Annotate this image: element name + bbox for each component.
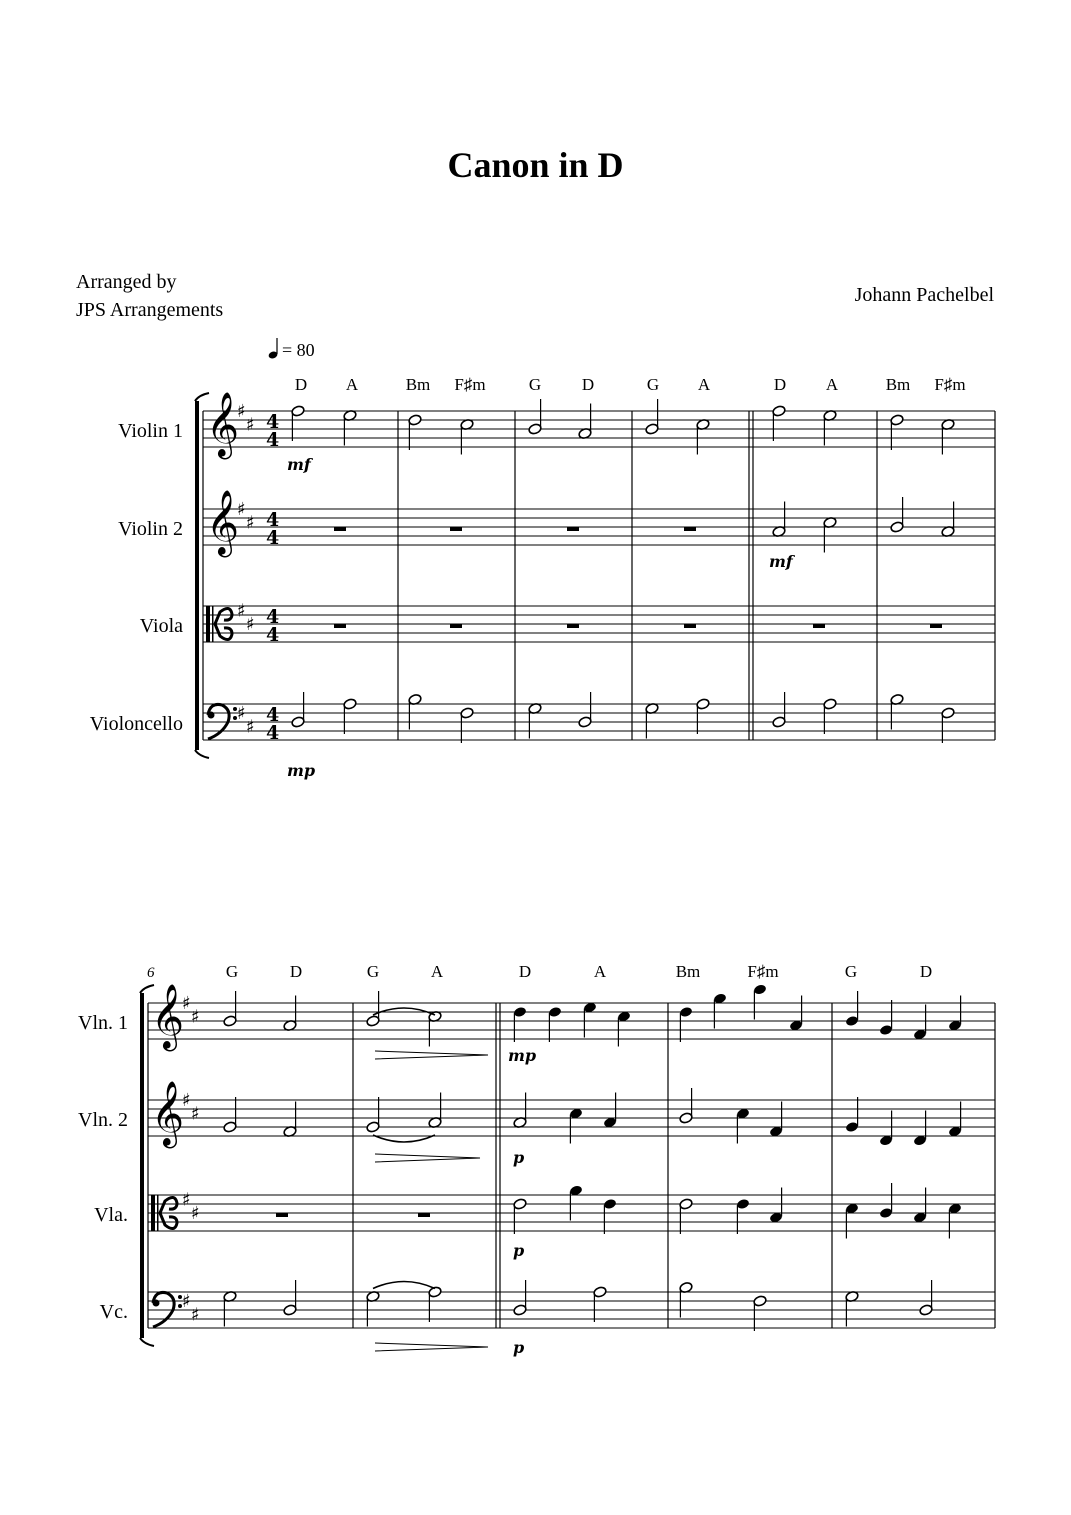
time-signature-top: 4 <box>266 704 280 726</box>
note-head <box>823 698 837 710</box>
chord-symbol: Bm <box>885 375 911 394</box>
system-bracket <box>195 750 209 758</box>
chord-symbol: G <box>225 962 239 981</box>
note-head <box>890 414 904 426</box>
note-head <box>845 1015 859 1027</box>
chord-symbol: F♯m <box>934 375 966 394</box>
arranger-name: JPS Arrangements <box>76 299 224 321</box>
key-signature-sharp: ♯ <box>191 1103 200 1125</box>
note-head <box>603 1198 617 1210</box>
note-head <box>696 698 710 710</box>
time-signature-bottom: 4 <box>266 722 280 744</box>
key-signature-sharp: ♯ <box>182 1090 191 1111</box>
note-head <box>679 1112 693 1124</box>
note-head <box>528 423 542 435</box>
note-head <box>366 1121 380 1133</box>
chord-symbol: D <box>919 962 933 981</box>
note-head <box>291 405 305 417</box>
instrument-name: Vla. <box>94 1204 128 1226</box>
note-head <box>941 707 955 719</box>
time-signature-top: 4 <box>266 509 280 531</box>
key-signature-sharp: ♯ <box>182 1291 191 1312</box>
instrument-name: Violoncello <box>89 713 183 735</box>
note-head <box>645 423 659 435</box>
note-head <box>408 414 422 426</box>
key-signature-sharp: ♯ <box>246 414 255 436</box>
note-head <box>223 1121 237 1133</box>
chord-symbol: D <box>581 375 595 394</box>
key-signature-sharp: ♯ <box>182 993 191 1014</box>
score-title: Canon in D <box>447 145 624 185</box>
key-signature-sharp: ♯ <box>237 703 246 724</box>
note-head <box>593 1286 607 1298</box>
note-head <box>578 716 592 728</box>
key-signature-sharp: ♯ <box>246 614 255 635</box>
whole-rest <box>684 527 696 532</box>
key-signature-sharp: ♯ <box>246 512 255 534</box>
decrescendo-hairpin <box>375 1343 488 1351</box>
key-signature-sharp: ♯ <box>191 1304 200 1326</box>
time-signature-bottom: 4 <box>266 624 280 646</box>
instrument-name: Viola <box>139 615 183 637</box>
key-signature-sharp: ♯ <box>182 1189 191 1211</box>
whole-rest <box>334 624 346 629</box>
chord-symbol: D <box>773 375 787 394</box>
dynamic-marking: mf <box>769 552 793 571</box>
whole-rest <box>418 1213 430 1218</box>
arranger-label: Arranged by <box>76 271 177 293</box>
key-signature-sharp: ♯ <box>191 1006 200 1028</box>
whole-rest <box>567 527 579 532</box>
dynamic-marking: p <box>513 1148 525 1167</box>
instrument-name: Vln. 2 <box>78 1109 128 1131</box>
note-head <box>513 1006 527 1018</box>
chord-symbol: D <box>289 962 303 981</box>
note-head <box>548 1006 562 1018</box>
treble-clef-icon: 𝄞 <box>151 984 185 1049</box>
chord-symbol: A <box>697 375 711 394</box>
note-head <box>753 983 767 995</box>
chord-symbol: F♯m <box>454 375 486 394</box>
whole-rest <box>930 624 942 629</box>
dynamic-marking: p <box>513 1241 525 1260</box>
chord-symbol: G <box>844 962 858 981</box>
instrument-name: Violin 1 <box>118 420 183 442</box>
instrument-name: Vln. 1 <box>78 1012 128 1034</box>
dynamic-marking: mp <box>287 761 316 780</box>
whole-rest <box>684 624 696 629</box>
tempo-marking: = 80 <box>282 340 315 360</box>
treble-clef-icon: 𝄞 <box>206 392 240 457</box>
alto-clef-icon <box>151 1195 155 1231</box>
note-head <box>460 707 474 719</box>
alto-clef-icon <box>206 606 210 642</box>
chord-symbol: G <box>366 962 380 981</box>
chord-symbol: D <box>294 375 308 394</box>
whole-rest <box>450 527 462 532</box>
alto-clef-icon <box>212 606 214 642</box>
note-head <box>879 1024 893 1036</box>
treble-clef-icon: 𝄞 <box>151 1081 185 1146</box>
note-head <box>679 1198 693 1210</box>
treble-clef-icon: 𝄞 <box>206 490 240 555</box>
chord-symbol: A <box>345 375 359 394</box>
chord-symbol: D <box>518 962 532 981</box>
composer-name: Johann Pachelbel <box>854 284 994 306</box>
note-head <box>919 1304 933 1316</box>
bass-clef-icon <box>208 712 215 719</box>
chord-symbol: Bm <box>675 962 701 981</box>
system-bracket <box>140 1338 154 1346</box>
key-signature-sharp: ♯ <box>191 1203 200 1224</box>
chord-symbol: F♯m <box>747 962 779 981</box>
bar-number: 6 <box>147 965 155 981</box>
time-signature-top: 4 <box>266 606 280 628</box>
time-signature-bottom: 4 <box>266 527 280 549</box>
note-head <box>366 1015 380 1027</box>
decrescendo-hairpin <box>375 1154 480 1162</box>
dynamic-marking: p <box>513 1338 525 1357</box>
key-signature-sharp: ♯ <box>237 499 246 520</box>
note-head <box>513 1304 527 1316</box>
note-head <box>845 1121 859 1133</box>
note-head <box>513 1198 527 1210</box>
dynamic-marking: mp <box>508 1046 537 1065</box>
alto-clef-icon <box>157 1195 159 1231</box>
dynamic-marking: mf <box>287 455 311 474</box>
chord-symbol: A <box>825 375 839 394</box>
slur <box>373 1282 435 1289</box>
note-head <box>753 1295 767 1307</box>
note-head <box>343 698 357 710</box>
key-signature-sharp: ♯ <box>237 401 246 422</box>
chord-symbol: G <box>646 375 660 394</box>
bass-clef-icon <box>153 1300 160 1307</box>
chord-symbol: A <box>430 962 444 981</box>
note-head <box>879 1207 893 1219</box>
whole-rest <box>334 527 346 532</box>
whole-rest <box>276 1213 288 1218</box>
note-head <box>223 1015 237 1027</box>
decrescendo-hairpin <box>375 1051 488 1059</box>
whole-rest <box>813 624 825 629</box>
whole-rest <box>567 624 579 629</box>
time-signature-top: 4 <box>266 411 280 433</box>
note-head <box>890 521 904 533</box>
note-head <box>772 716 786 728</box>
key-signature-sharp: ♯ <box>246 716 255 738</box>
whole-rest <box>450 624 462 629</box>
chord-symbol: Bm <box>405 375 431 394</box>
key-signature-sharp: ♯ <box>237 600 246 622</box>
time-signature-bottom: 4 <box>266 429 280 451</box>
note-head <box>736 1198 750 1210</box>
note-head <box>291 716 305 728</box>
chord-symbol: A <box>593 962 607 981</box>
chord-symbol: G <box>528 375 542 394</box>
note-head <box>772 405 786 417</box>
note-head <box>283 1304 297 1316</box>
instrument-name: Vc. <box>99 1301 128 1323</box>
note-head <box>679 1006 693 1018</box>
instrument-name: Violin 2 <box>118 518 183 540</box>
